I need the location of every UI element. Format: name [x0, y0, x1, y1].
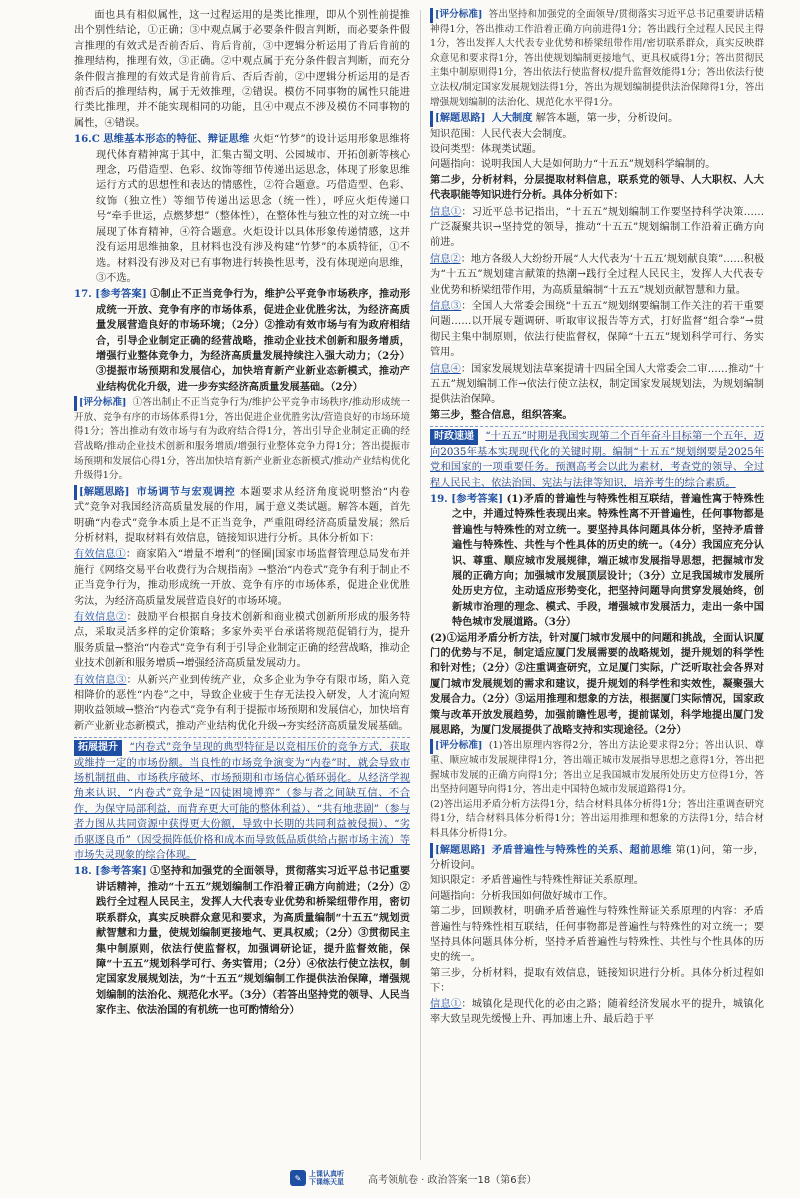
q19-think-label: [ 解题思路 ] — [430, 843, 485, 858]
logo-line-1: 上课认真听 — [309, 1170, 344, 1178]
q18-think-step-4: 问题指向：说明我国人大是如何助力“十五五”规划科学编制的。 — [430, 159, 716, 171]
q18-info-3-text: ：全国人大常委会围绕“十五五”规划纲要编制工作关注的若干重要问题……以开展专题调研、听取审议报告等方式，打好监督“组合拳”→贯彻民主集中制原则，依法行使监督权，保障“十五五”规划科学可行、务实管用。 — [430, 301, 764, 359]
footer-logo — [290, 1168, 360, 1188]
q19-std-1: (1)答出原理内容得2分，答出方法论要求得2分；答出认识、尊重、顺应城市发展规律得1分，答出端正城市发展指导思想之意得1分，答出把握城市发展的正确方向得1分；答出立足我国城市发展所处历史方位得1分，答出坚持问题导向得1分，答出走中国特色城市发展道路得1分。 — [430, 740, 764, 796]
q17-answer: ①制止不正当竞争行为，维护公平竞争市场秩序，推动形成统一开放、竞争有序的市场体系，促进企业优胜劣汰，为经济高质量发展营造良好的市场环境；（2分）②推动有效市场与有为政府相结合，引导企业制定正确的经营战略，推动企业技术创新和服务增质，增强行业整体竞争力，为经济高质量发展持续注入强大动力；（2分）③提振市场预期和发展信心，加快培育新产业新业态新模式，推动产业结构优化升级，进一步夯实经济高质量发展基础。（2分） — [96, 288, 410, 393]
q17-block — [74, 287, 410, 395]
q18-block — [74, 864, 410, 1018]
q19-answer-1: (1)矛盾的普遍性与特殊性相互联结，普遍性寓于特殊性之中，并通过特殊性表现出来。特殊性离不开普遍性，任何事物都是普遍性与特殊性的对立统一。要坚持具体问题具体分析，坚持矛盾普遍性与特殊性、共性与个性具体的历史的统一。（4分）我国应充分认识、尊重、顺应城市发展规律，端正城市发展指导思想，把握城市发展的正确方向；加强城市发展顶层设计；（3分）立足我国城市发展所处历史方位，主动适应形势变化，把坚持问题导向贯穿发展始终，创新城市治理的理念、模式、手段，增强城市发展活力，走出一条中国特色城市发展道路。（3分） — [452, 492, 764, 629]
q19-block — [430, 492, 764, 631]
logo-line-2: 下课练天星 — [309, 1178, 344, 1186]
q19-think-heading: 矛盾普遍性与特殊性的关系、超前思维 — [492, 843, 672, 856]
q17-std-text: ①答出制止不正当竞争行为/维护公平竞争市场秩序/推动形成统一开放、竞争有序的市场体系得1分，答出促进企业优胜劣汰/营造良好的市场环境得1分；答出推动有效市场与有为政府结合得1分，答出引导企业制定正确的经营战略/推动企业技术创新和服务增质/增强行业整体竞争力得1分；答出提振市场预期和发展信心得1分，答出加快培育新产业新业态新模式/推动产业结构优化升级得1分。 — [74, 397, 410, 482]
q19-think-lead: 第(1)问，第一步，分析设问。 — [430, 844, 764, 871]
q17-think-text: 本题要求从经济角度说明整治“内卷式”竞争对我国经济高质量发展的作用，属于意义类试题。解答本题，首先明确“内卷式”竞争本质上是不正当竞争，严重阻碍经济高质量发展；然后分析材料，提取材料有效信息，链接知识进行分析。具体分析如下： — [74, 486, 410, 544]
book-icon: ✎ — [290, 1170, 306, 1186]
q17-extension-box — [74, 737, 410, 863]
q17-ext-label: 拓展提升 — [74, 740, 122, 755]
q18-info-3 — [430, 299, 764, 361]
q17-info-3-label: 有效信息③ — [74, 674, 127, 686]
q19-info-1 — [430, 997, 764, 1028]
page-footer — [0, 1166, 800, 1190]
q19-answer-label: [参考答案] — [451, 492, 504, 505]
q18-info-3-label: 信息③ — [430, 301, 462, 313]
q19-think-step-2: 问题指向：分析我国如何做好城市工作。 — [430, 890, 614, 902]
q17-number: 17. — [74, 288, 92, 301]
q18-info-1-label: 信息① — [430, 206, 462, 218]
q19-answer-2: (2)①运用矛盾分析方法，针对厦门城市发展中的问题和挑战，全面认识厦门的优势与不足，制定适应厦门发展需要的战略规划，提升规划的科学性和针对性；（2分）②注重调查研究，立足厦门实际，广泛听取社会各界对厦门城市发展规划的需求和建议，提升规划的科学性和实效性，凝聚强大发展合力。（2分）③运用推理和想象的方法，根据厦门实际情况，国家政策与改革开放发展趋势，加强前瞻性思考，提前谋划，科学地提出厦门发展思路，为厦门发展提供了战略支持和实现途径。（2分） — [430, 631, 764, 736]
q17-info-2-text: ：鼓励平台根据自身技术创新和商业模式创新所形成的服务特点，采取灵活多样的定价策略；多家外卖平台承诺将规范促销行为，提升服务质量→整治“内卷式”竞争有利于引导企业制定正确的经营战略，推动企业技术创新和服务增质→增强经济高质量发展动力。 — [74, 611, 410, 670]
q18-think-step-2: 知识范围：人民代表大会制度。 — [430, 128, 573, 140]
q17-info-1 — [74, 547, 410, 609]
q15-explanation-tail: 面也具有相似属性，这一过程运用的是类比推理，即从个别性前提推出个别性结论，①正确；③中观点属于必要条件假言判断，而必要条件假言推理的有效式是否前否后、肯后肯前，③中逻辑分析运用了肯后肯前的推理结构，推理有效，③正确。②中观点属于充分条件假言判断，而充分条件假言推理的有效式是肯前肯后、否后否前，②中逻辑分析运用的是否前否后的推理结构，属于无效推理，②错误。模仿不同事物的属性只能进行类比推理，并不能实现相同的功能，且④中观点不涉及模仿不同事物的属性，④错误。 — [74, 10, 410, 129]
q17-info-3 — [74, 673, 410, 735]
q18-info-2-text: ：地方各级人大纷纷开展“人大代表为‘十五五’规划献良策”……积极为“十五五”规划建言献策的热潮→践行全过程人民民主，发挥人大代表专业优势和桥梁纽带作用，为高质量编制“十五五”规划贡献智慧和力量。 — [430, 253, 764, 296]
q16-heading: 思维基本形态的特征、辩证思维 — [103, 133, 250, 146]
q17-std-label: [ 评分标准 ] — [74, 396, 126, 411]
q18-std-text: 答出坚持和加强党的全面领导/贯彻落实习近平总书记重要讲话精神得1分，答出推动工作沿着正确方向前进得1分；答出践行全过程人民民主得1分，答出发挥人大代表专业优势和桥梁纽带作用/密切联系群众，真实反映群众意见和要求得1分，答出使规划编制更接地气、更具权威得1分；答出贯彻民主集中制原则得1分，答出依法行使监督权/提升监督效能得1分；答出依法行使立法权/制定国家发展规划法得1分，答出为规划编制提供法治保障得1分，答出增强规划编制的法治化、规范化水平得1分。 — [430, 9, 764, 108]
q18-info-4-text: ：国家发展规划法草案提请十四届全国人大常委会二审……推动“十五五”规划编制工作→依法行使立法权，制定国家发展规划法，为规划编制提供法治保障。 — [430, 363, 764, 406]
q17-think-heading: 市场调节与宏观调控 — [136, 485, 236, 498]
q19-std-label: [ 评分标准 ] — [430, 739, 482, 754]
q17-info-2 — [74, 610, 410, 672]
q18-info-4-label: 信息④ — [430, 363, 461, 375]
q19-think-step-3: 第二步，回顾教材，明确矛盾普遍性与特殊性辩证关系原理的内容：矛盾普遍性与特殊性相互联结，任何事物都是普遍性与特殊性的对立统一；要坚持具体问题具体分析，坚持矛盾普遍性与特殊性、共性与个性具体的历史的统一。 — [430, 906, 764, 964]
q17-info-1-text: ：商家陷入“增量不增利”的怪圈|国家市场监督管理总局发布并施行《网络交易平台收费行为合规指南》→整治“内卷式”竞争有利于制止不正当竞争行为，推动形成统一开放、竞争有序的市场体系，促进企业优胜劣汰，为经济高质量发展营造良好的市场环境。 — [74, 549, 410, 607]
q18-think-label: [ 解题思路 ] — [430, 111, 485, 126]
q19-solution-idea — [430, 843, 764, 874]
news-box — [430, 426, 764, 491]
q18-answer-label: [参考答案] — [95, 865, 147, 878]
q18-std-label: [ 评分标准 ] — [430, 8, 482, 23]
q18-info-4 — [430, 362, 764, 408]
q19-think-step-4: 第三步，分析材料，提取有效信息，链接知识进行分析。具体分析过程如下： — [430, 967, 764, 995]
q19-number: 19. — [430, 492, 448, 505]
q17-think-label: [ 解题思路 ] — [74, 485, 129, 500]
q19-info-1-text: ：城镇化是现代化的必由之路；随着经济发展水平的提升，城镇化率大致呈现先缓慢上升、再加速上升、最后趋于平 — [430, 998, 764, 1026]
q17-ext-text: “内卷式”竞争呈现的典型特征是以竞相压价的竞争方式，获取或维持一定的市场份额。当良性的市场竞争演变为“内卷”时，就会导致市场机制扭曲、市场秩序破坏、市场预期和市场信心循环弱化。从经济学视角来认识，“内卷式”竞争是“囚徒困境博弈”（参与者之间缺互信、不合作，为保守局部利益，而背弃更大可能的整体利益）、“共有地悲剧”（参与者力图从共同资源中获得更大份额，导致中长期的共同利益被侵损）、“劣币驱逐良币”（因受损阵低价格和成本而导致低品质供给占据市场主流）等市场失灵现象的综合体现。 — [74, 742, 410, 862]
q18-think-step-3: 设问类型：体现类试题。 — [430, 143, 543, 155]
left-column — [74, 8, 410, 1163]
q17-scoring-standard — [74, 396, 410, 484]
q18-scoring-standard — [430, 8, 764, 110]
right-column — [430, 8, 764, 1163]
q18-think-heading: 人大制度 — [491, 112, 533, 125]
q18-solution-idea — [430, 111, 764, 126]
q19-think-step-1: 知识限定：矛盾普遍性与特殊性辩证关系原理。 — [430, 875, 644, 887]
footer-page-info: 高考领航卷 · 政治答案一18（第6套） — [368, 1175, 537, 1186]
q18-info-2-label: 信息② — [430, 253, 461, 265]
q18-think-step-1: 解答本题，第一步，分析设问。 — [535, 113, 679, 125]
q18-number: 18. — [74, 865, 92, 878]
q18-info-2 — [430, 252, 764, 298]
q17-answer-label: [参考答案] — [95, 288, 147, 301]
q19-scoring-standard — [430, 739, 764, 797]
column-divider — [420, 10, 421, 1160]
q18-info-1 — [430, 205, 764, 251]
q19-info-1-label: 信息① — [430, 998, 462, 1010]
q18-think-step-5: 第二步，分析材料，分层提取材料信息，联系党的领导、人大职权、人大代表职能等知识进行分析。具体分析如下： — [430, 173, 764, 202]
q18-info-1-text: ：习近平总书记指出，“十五五”规划编制工作要坚持科学决策……广泛凝聚共识→坚持党的领导，推动“十五五”规划编制工作沿着正确方向前进。 — [430, 206, 764, 249]
q17-info-3-text: ：从新兴产业到传统产业，众多企业为争夺有限市场，陷入竞相降价的恶性“内卷”之中，导致企业疲于生存无法投入研发，人才流向短期收益领域→整治“内卷式”竞争有利于提振市场预期和发展信心，加快培育新产业新业态新模式，推动产业结构优化升级→夯实经济高质量发展基础。 — [74, 674, 410, 732]
q18-step-3: 第三步，整合信息，组织答案。 — [430, 408, 573, 421]
news-label: 时政速递 — [430, 429, 478, 444]
logo-slogan — [309, 1170, 344, 1186]
q16-number: 16.C — [74, 133, 100, 146]
q19-std-2: (2)答出运用矛盾分析方法得1分，结合材料具体分析得1分；答出注重调查研究得1分，结合材料具体分析得1分；答出运用推理和想象的方法得1分，结合材料具体分析得1分。 — [430, 798, 764, 839]
q16-text: 火炬“竹梦”的设计运用形象思维将现代体育精神寓于其中，汇集古蜀文明、公园城市、开拓创新等核心理念，巧借造型、色彩、纹饰等细节传递出运思念，体现了形象思维运行方式的思想性和表达的情感性，②符合题意。巧借造型、色彩、纹饰（独立性）等细节传递出运思念（统一性），呼应火炬传递口号“牵手世运，点燃梦想”（整体性），在整体性与独立性的对立统一中展现了体育精神，④符合题意。火炬设计以具体形象传递情感，这并没有运用思维抽象，且材料也没有涉及构建“竹梦”的本质特征，①不选。材料没有涉及对已有事物进行转换性思考，没有体现逆向思维，③不选。 — [96, 134, 410, 284]
news-text: “十五五”时期是我国实现第二个百年奋斗目标第一个五年，迈向2035年基本实现现代化的关键时期。编制“十五五”规划纲要是2025年党和国家的一项重要任务。预测高考会以此为素材，考查党的领导、全过程人民民主、依法治国、宪法与法律等知识，培养考生的综合素质。 — [430, 431, 764, 489]
q17-info-1-label: 有效信息① — [74, 549, 126, 561]
q18-answer: ①坚持和加强党的全面领导，贯彻落实习近平总书记重要讲话精神，推动“十五五”规划编制工作沿着正确方向前进；（2分）②践行全过程人民民主，发挥人大代表专业优势和桥梁纽带作用，密切联系群众，真实反映群众意见和要求，为高质量编制“十五五”规划贡献智慧和力量，使规划编制更接地气、更具权威；（2分）③贯彻民主集中制原则，依法行使监督权，加强调研论证，提升监督效能，保障“十五五”规划科学可行、务实管用；（2分）④依法行使立法权，制定国家发展规划法，为“十五五”规划编制工作提供法治保障，增强规划编制的法治化、规范化水平。（3分）（若答出坚持党的领导、人民当家作主、依法治国的有机统一也可酌情给分） — [96, 865, 410, 1017]
q17-solution-idea — [74, 485, 410, 547]
q16-block — [74, 132, 410, 286]
q17-info-2-label: 有效信息② — [74, 611, 127, 623]
